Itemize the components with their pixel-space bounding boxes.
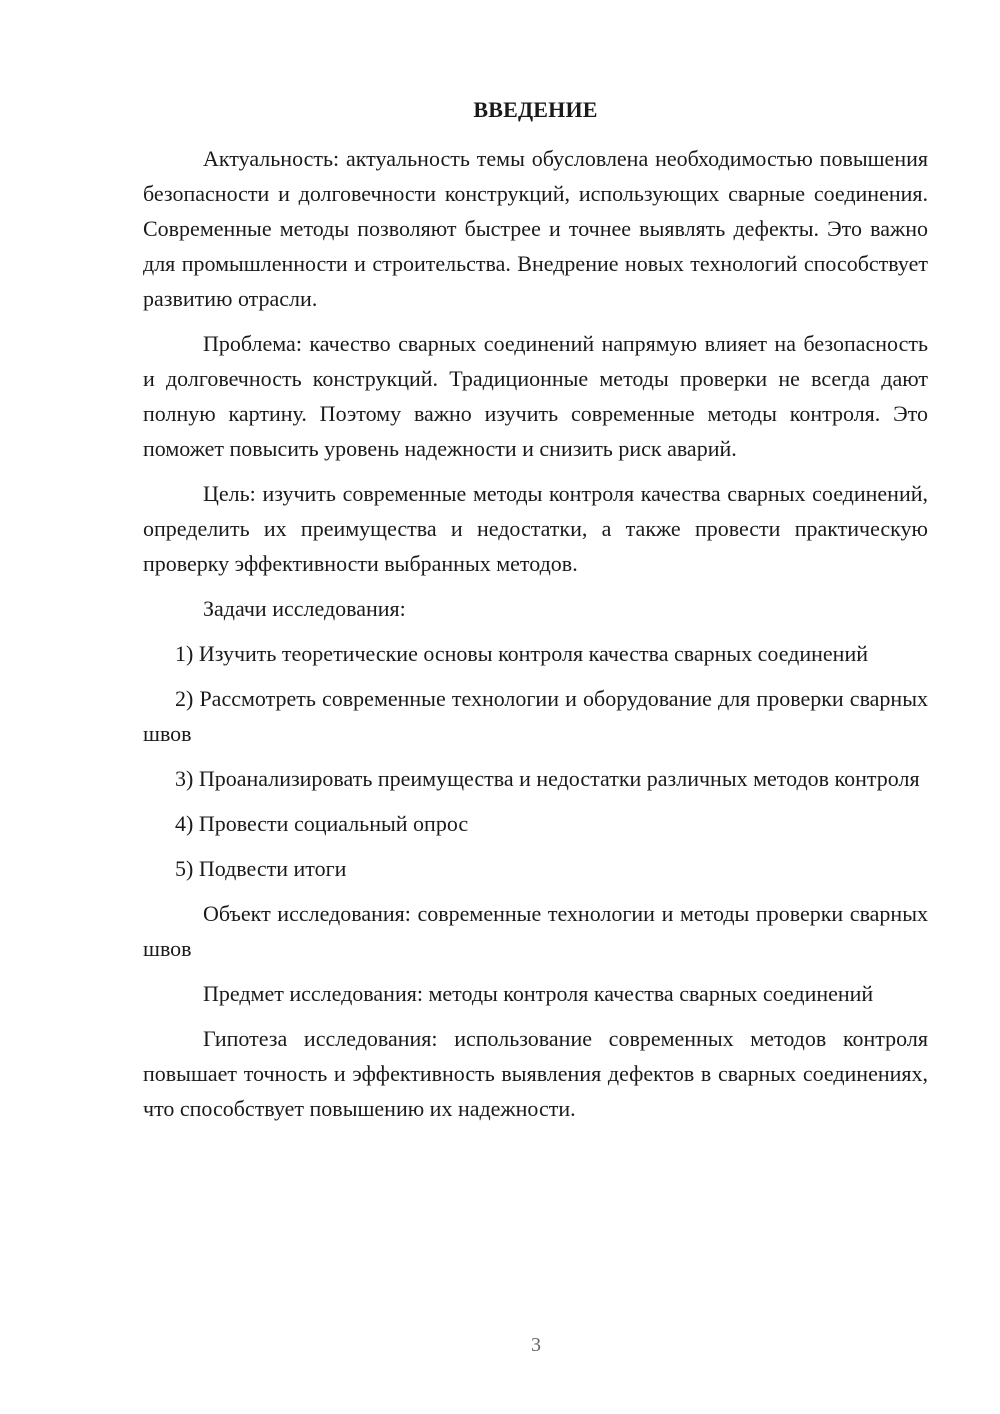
paragraph-problem: Проблема: качество сварных соединений напрямую влияет на безопасность и долговечность конструкций. Традиционные методы проверки не всегда дают полную картину. Поэтому важно изучить современные методы контроля. Это поможет повысить уровень надежности и снизить риск аварий.	[143, 331, 928, 461]
task-item-1: 1) Изучить теоретические основы контроля качества сварных соединений	[175, 641, 868, 666]
paragraph-goal: Цель: изучить современные методы контроля качества сварных соединений, определить их преимущества и недостатки, а также провести практическую проверку эффективности выбранных методов.	[143, 481, 928, 576]
task-item-2: 2) Рассмотреть современные технологии и оборудование для проверки сварных швов	[143, 686, 928, 746]
paragraph-relevance: Актуальность: актуальность темы обусловлена необходимостью повышения безопасности и долговечности конструкций, использующих сварные соединения. Современные методы позволяют быстрее и точнее выявлять дефекты. Это важно для промышленности и строительства. Внедрение новых технологий способствует развитию отрасли.	[143, 146, 928, 311]
paragraph-subject: Предмет исследования: методы контроля качества сварных соединений	[203, 981, 874, 1006]
paragraph-object: Объект исследования: современные технологии и методы проверки сварных швов	[143, 901, 928, 961]
task-item-5: 5) Подвести итоги	[175, 856, 347, 881]
paragraph-hypothesis: Гипотеза исследования: использование современных методов контроля повышает точность и эффективность выявления дефектов в сварных соединениях, что способствует повышению их надежности.	[143, 1026, 928, 1121]
task-item-4: 4) Провести социальный опрос	[175, 811, 469, 836]
paragraph-tasks-heading: Задачи исследования:	[203, 596, 406, 621]
page-title: ВВЕДЕНИЕ	[473, 97, 598, 122]
task-item-3: 3) Проанализировать преимущества и недостатки различных методов контроля	[175, 766, 920, 791]
page-number: 3	[531, 1334, 541, 1356]
document-page	[143, 95, 928, 1136]
